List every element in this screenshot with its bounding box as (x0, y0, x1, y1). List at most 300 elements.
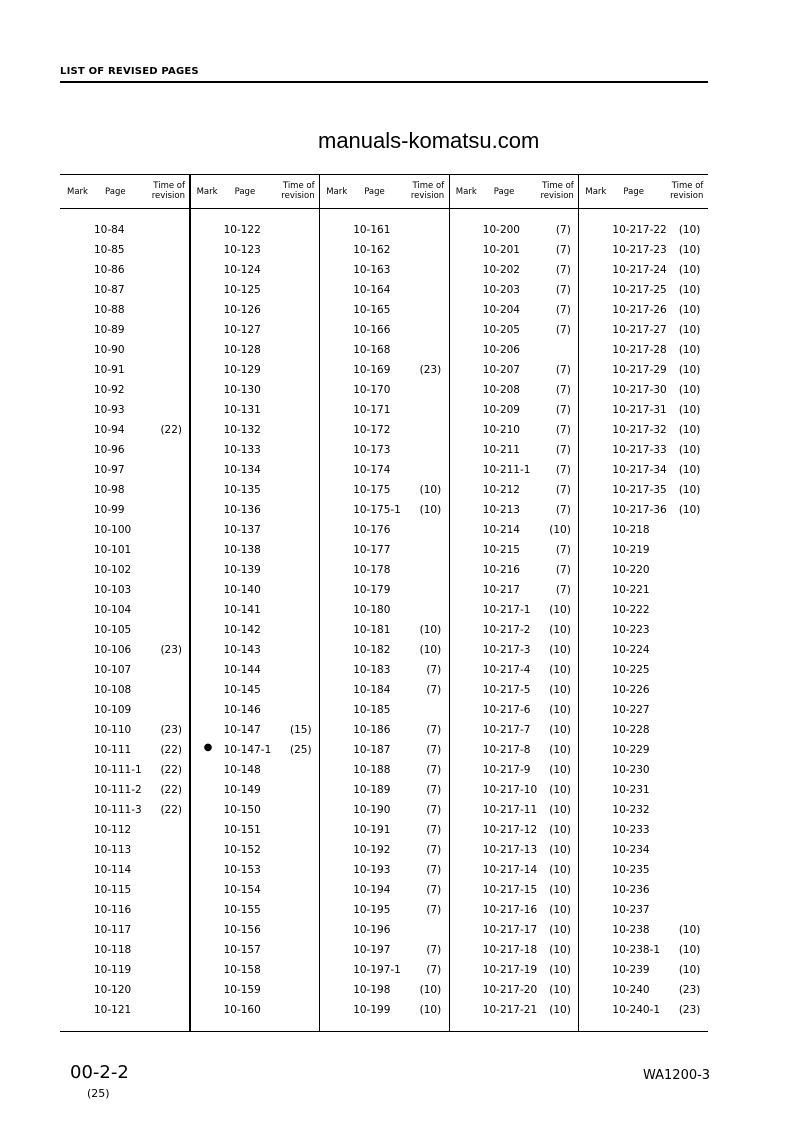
time-of-revision-cell: (10) (678, 284, 701, 296)
page-number-cell: 10-163 (353, 264, 391, 276)
time-of-revision-cell: (10) (549, 684, 571, 696)
table-row (319, 464, 448, 478)
page-number-cell: 10-162 (353, 244, 391, 256)
table-row (60, 804, 189, 818)
table-row (578, 964, 707, 978)
table-row (190, 784, 319, 798)
table-row (60, 664, 189, 678)
time-of-revision-cell: (10) (678, 444, 701, 456)
page-number-cell: 10-147 (223, 724, 261, 736)
page-number-cell: 10-110 (94, 724, 132, 736)
table-row (449, 624, 578, 638)
time-of-revision-cell: (7) (426, 804, 442, 816)
table-row (60, 644, 189, 658)
table-row (449, 664, 578, 678)
page-number-cell: 10-170 (353, 384, 391, 396)
page-number-cell: 10-216 (482, 564, 520, 576)
table-row (60, 944, 189, 958)
time-of-revision-cell: (10) (419, 504, 442, 516)
page-number-cell: 10-217 (482, 584, 520, 596)
page-number-cell: 10-217-8 (482, 744, 531, 756)
table-row (190, 244, 319, 258)
table-row (449, 284, 578, 298)
page-number-cell: 10-156 (223, 924, 261, 936)
table-row (449, 724, 578, 738)
table-row (578, 784, 707, 798)
time-of-revision-cell: (10) (678, 944, 701, 956)
table-row (449, 424, 578, 438)
page-number-cell: 10-198 (353, 984, 391, 996)
model-name: WA1200-3 (643, 1068, 711, 1083)
column-group (578, 175, 707, 1031)
page-number-cell: 10-130 (223, 384, 261, 396)
page-number-cell: 10-143 (223, 644, 261, 656)
page-number-cell: 10-218 (612, 524, 650, 536)
time-of-revision-cell: (7) (555, 544, 571, 556)
time-of-revision-cell: (7) (426, 844, 442, 856)
table-row (60, 584, 189, 598)
page-number-cell: 10-234 (612, 844, 650, 856)
page-number-cell: 10-97 (94, 464, 125, 476)
table-row (449, 224, 578, 238)
page-number-cell: 10-217-21 (482, 1004, 538, 1016)
page-number-cell: 10-134 (223, 464, 261, 476)
table-row (578, 304, 707, 318)
page-number-cell: 10-111 (94, 744, 132, 756)
time-of-revision-cell: (7) (426, 664, 442, 676)
time-of-revision-cell: (23) (160, 644, 182, 656)
table-row (319, 444, 448, 458)
page-number-cell: 10-214 (482, 524, 520, 536)
table-row (449, 604, 578, 618)
page-number-cell: 10-211 (482, 444, 520, 456)
page-number-cell: 10-108 (94, 684, 132, 696)
page-number: 00-2-2 (70, 1062, 129, 1083)
page-number-cell: 10-194 (353, 884, 391, 896)
page-number-cell: 10-217-1 (482, 604, 531, 616)
table-row (578, 524, 707, 538)
page-number-cell: 10-172 (353, 424, 391, 436)
table-row (190, 384, 319, 398)
table-row (190, 1004, 319, 1018)
table-row (449, 524, 578, 538)
table-row (319, 404, 448, 418)
page-number-cell: 10-187 (353, 744, 391, 756)
page-number-cell: 10-104 (94, 604, 132, 616)
table-row (60, 1004, 189, 1018)
table-row (578, 924, 707, 938)
page-number-cell: 10-151 (223, 824, 261, 836)
page-number-cell: 10-222 (612, 604, 650, 616)
page-number-cell: 10-177 (353, 544, 391, 556)
page-number-cell: 10-189 (353, 784, 391, 796)
table-row (578, 1004, 707, 1018)
header-page: Page (364, 187, 385, 197)
table-row (319, 604, 448, 618)
table-row (449, 404, 578, 418)
table-row (449, 364, 578, 378)
page-number-cell: 10-200 (482, 224, 520, 236)
table-row (319, 564, 448, 578)
table-row (449, 924, 578, 938)
page-number-cell: 10-146 (223, 704, 261, 716)
table-row (60, 984, 189, 998)
table-row (578, 804, 707, 818)
table-row (449, 744, 578, 758)
page-number-cell: 10-100 (94, 524, 132, 536)
page-number-cell: 10-173 (353, 444, 391, 456)
table-row (60, 324, 189, 338)
page-number-cell: 10-217-7 (482, 724, 531, 736)
time-of-revision-cell: (22) (160, 784, 182, 796)
page-number-cell: 10-217-24 (612, 264, 667, 276)
table-row (60, 864, 189, 878)
page-number-cell: 10-107 (94, 664, 132, 676)
page-number-cell: 10-192 (353, 844, 391, 856)
page-number-cell: 10-232 (612, 804, 650, 816)
page-revision: (25) (87, 1087, 110, 1100)
time-of-revision-cell: (23) (678, 984, 701, 996)
table-row (578, 364, 707, 378)
page-number-cell: 10-154 (223, 884, 261, 896)
time-of-revision-cell: (10) (549, 664, 571, 676)
table-row (319, 984, 448, 998)
time-of-revision-cell: (10) (549, 864, 571, 876)
page-number-cell: 10-179 (353, 584, 391, 596)
page-number-cell: 10-217-18 (482, 944, 538, 956)
table-row (578, 584, 707, 598)
table-row (190, 564, 319, 578)
time-of-revision-cell: (10) (549, 704, 571, 716)
page-number-cell: 10-126 (223, 304, 261, 316)
time-of-revision-cell: (22) (160, 424, 182, 436)
table-row (578, 884, 707, 898)
table-row (190, 324, 319, 338)
table-row (190, 924, 319, 938)
table-row (449, 844, 578, 858)
page-number-cell: 10-181 (353, 624, 391, 636)
page-number-cell: 10-171 (353, 404, 391, 416)
page-number-cell: 10-217-4 (482, 664, 531, 676)
page-number-cell: 10-111-2 (94, 784, 142, 796)
page-number-cell: 10-119 (94, 964, 132, 976)
header-time-of-revision (152, 181, 185, 201)
table-row (190, 964, 319, 978)
table-row (60, 364, 189, 378)
page-number-cell: 10-217-13 (482, 844, 538, 856)
table-row (578, 624, 707, 638)
time-of-revision-cell: (7) (555, 384, 571, 396)
page-number-cell: 10-142 (223, 624, 261, 636)
page-number-cell: 10-217-25 (612, 284, 667, 296)
table-row (190, 584, 319, 598)
table-row (190, 804, 319, 818)
table-row (319, 364, 448, 378)
table-row (578, 464, 707, 478)
table-row (449, 264, 578, 278)
time-of-revision-cell: (7) (426, 764, 442, 776)
table-row (449, 684, 578, 698)
table-row (578, 544, 707, 558)
table-row (60, 744, 189, 758)
table-row (60, 684, 189, 698)
table-row (319, 624, 448, 638)
page-number-cell: 10-217-3 (482, 644, 531, 656)
table-row (578, 644, 707, 658)
table-row (449, 444, 578, 458)
page-number-cell: 10-217-16 (482, 904, 538, 916)
page-number-cell: 10-88 (94, 304, 125, 316)
page-number-cell: 10-165 (353, 304, 391, 316)
table-row (190, 884, 319, 898)
time-of-revision-cell: (7) (555, 564, 571, 576)
header-mark: Mark (585, 187, 607, 197)
page-number-cell: 10-132 (223, 424, 261, 436)
header-time-line2: revision (281, 191, 315, 201)
page-number-cell: 10-114 (94, 864, 132, 876)
table-row (190, 684, 319, 698)
time-of-revision-cell: (7) (426, 884, 442, 896)
page-number-cell: 10-176 (353, 524, 391, 536)
table-row (578, 404, 707, 418)
table-row (60, 504, 189, 518)
page-number-cell: 10-124 (223, 264, 261, 276)
column-divider (319, 175, 320, 1031)
time-of-revision-cell: (10) (678, 924, 701, 936)
table-row (449, 904, 578, 918)
table-row (190, 944, 319, 958)
table-row (578, 944, 707, 958)
page-number-cell: 10-106 (94, 644, 132, 656)
time-of-revision-cell: (10) (678, 224, 701, 236)
page-number-cell: 10-131 (223, 404, 261, 416)
page-number-cell: 10-211-1 (482, 464, 531, 476)
table-row (578, 904, 707, 918)
time-of-revision-cell: (7) (555, 264, 571, 276)
table-row (60, 724, 189, 738)
page-number-cell: 10-101 (94, 544, 132, 556)
table-row (319, 944, 448, 958)
table-row (319, 884, 448, 898)
page-number-cell: 10-210 (482, 424, 520, 436)
time-of-revision-cell: (10) (419, 624, 442, 636)
page-number-cell: 10-174 (353, 464, 391, 476)
page-number-cell: 10-86 (94, 264, 125, 276)
header-page: Page (623, 187, 644, 197)
page-number-cell: 10-157 (223, 944, 261, 956)
header-time-line1: Time of (671, 181, 704, 191)
header-time-line2: revision (670, 191, 704, 201)
time-of-revision-cell: (10) (549, 984, 571, 996)
header-time-line2: revision (410, 191, 445, 201)
time-of-revision-cell: (10) (419, 984, 442, 996)
page-number-cell: 10-148 (223, 764, 261, 776)
table-row (578, 344, 707, 358)
time-of-revision-cell: (10) (678, 324, 701, 336)
header-time-of-revision (281, 181, 314, 201)
time-of-revision-cell: (7) (555, 424, 571, 436)
page-number-cell: 10-217-34 (612, 464, 667, 476)
column-divider (449, 175, 450, 1031)
table-row (319, 344, 448, 358)
table-row (60, 304, 189, 318)
page-number-cell: 10-236 (612, 884, 650, 896)
page-number-cell: 10-96 (94, 444, 125, 456)
header-page: Page (493, 187, 515, 197)
page-number-cell: 10-207 (482, 364, 520, 376)
page-number-cell: 10-137 (223, 524, 261, 536)
time-of-revision-cell: (7) (426, 784, 442, 796)
page-number-cell: 10-209 (482, 404, 520, 416)
table-row (319, 644, 448, 658)
table-row (60, 424, 189, 438)
table-row (578, 604, 707, 618)
table-row (60, 844, 189, 858)
page-number-cell: 10-226 (612, 684, 650, 696)
time-of-revision-cell: (10) (419, 484, 442, 496)
time-of-revision-cell: (7) (426, 724, 442, 736)
page-number-cell: 10-105 (94, 624, 132, 636)
page-number-cell: 10-217-26 (612, 304, 667, 316)
time-of-revision-cell: (7) (555, 464, 571, 476)
table-row (190, 264, 319, 278)
table-row (60, 224, 189, 238)
table-row (190, 464, 319, 478)
section-title: LIST OF REVISED PAGES (60, 66, 199, 77)
page-number-cell: 10-99 (94, 504, 125, 516)
table-row (449, 824, 578, 838)
time-of-revision-cell: (7) (555, 504, 571, 516)
page-number-cell: 10-84 (94, 224, 125, 236)
table-row (60, 344, 189, 358)
page-number-cell: 10-103 (94, 584, 132, 596)
table-row (60, 484, 189, 498)
table-row (449, 344, 578, 358)
table-row (578, 244, 707, 258)
table-row (449, 1004, 578, 1018)
page-number-cell: 10-125 (223, 284, 261, 296)
table-row (319, 764, 448, 778)
header-page: Page (105, 187, 126, 197)
page-number-cell: 10-221 (612, 584, 650, 596)
table-row (578, 284, 707, 298)
table-row (319, 284, 448, 298)
table-row (319, 904, 448, 918)
table-row (190, 824, 319, 838)
page-number-cell: 10-197 (353, 944, 391, 956)
time-of-revision-cell: (7) (555, 284, 571, 296)
table-row (190, 844, 319, 858)
table-row (319, 924, 448, 938)
table-row (319, 784, 448, 798)
table-row (578, 384, 707, 398)
page-number-cell: 10-190 (353, 804, 391, 816)
page-number-cell: 10-217-31 (612, 404, 667, 416)
page-number-cell: 10-217-12 (482, 824, 538, 836)
page-number-cell: 10-144 (223, 664, 261, 676)
table-row (60, 404, 189, 418)
table-row (449, 484, 578, 498)
time-of-revision-cell: (10) (678, 464, 701, 476)
time-of-revision-cell: (7) (555, 364, 571, 376)
table-row (60, 384, 189, 398)
page-number-cell: 10-203 (482, 284, 520, 296)
page-number-cell: 10-217-30 (612, 384, 667, 396)
page-number-cell: 10-206 (482, 344, 520, 356)
time-of-revision-cell: (7) (555, 484, 571, 496)
page-number-cell: 10-217-15 (482, 884, 538, 896)
time-of-revision-cell: (10) (549, 964, 571, 976)
time-of-revision-cell: (10) (678, 424, 701, 436)
page-number-cell: 10-217-35 (612, 484, 667, 496)
table-row (60, 764, 189, 778)
table-row (578, 484, 707, 498)
table-row (578, 684, 707, 698)
page-number-cell: 10-158 (223, 964, 261, 976)
time-of-revision-cell: (7) (426, 744, 442, 756)
page-number-cell: 10-196 (353, 924, 391, 936)
table-row (449, 544, 578, 558)
page-number-cell: 10-117 (94, 924, 132, 936)
table-row (60, 284, 189, 298)
page-number-cell: 10-215 (482, 544, 520, 556)
page-number-cell: 10-227 (612, 704, 650, 716)
table-row (449, 804, 578, 818)
table-row (449, 464, 578, 478)
page-number-cell: 10-150 (223, 804, 261, 816)
table-row (60, 964, 189, 978)
table-row (319, 264, 448, 278)
page-number-cell: 10-217-19 (482, 964, 538, 976)
table-row (449, 704, 578, 718)
time-of-revision-cell: (10) (549, 784, 571, 796)
header-page: Page (234, 187, 256, 197)
table-row (190, 444, 319, 458)
table-row (578, 424, 707, 438)
time-of-revision-cell: (7) (426, 904, 442, 916)
page-number-cell: 10-87 (94, 284, 125, 296)
page-number-cell: 10-225 (612, 664, 650, 676)
table-row (319, 964, 448, 978)
page-number-cell: 10-217-9 (482, 764, 531, 776)
page-number-cell: 10-205 (482, 324, 520, 336)
page-number-cell: 10-238 (612, 924, 650, 936)
page-number-cell: 10-213 (482, 504, 520, 516)
time-of-revision-cell: (10) (549, 624, 571, 636)
page-number-cell: 10-180 (353, 604, 391, 616)
table-row (578, 724, 707, 738)
page-number-cell: 10-85 (94, 244, 125, 256)
time-of-revision-cell: (7) (426, 864, 442, 876)
page-number-cell: 10-217-11 (482, 804, 538, 816)
page-number-cell: 10-238-1 (612, 944, 661, 956)
page-number-cell: 10-193 (353, 864, 391, 876)
time-of-revision-cell: (23) (160, 724, 182, 736)
table-row (190, 744, 319, 758)
time-of-revision-cell: (10) (678, 304, 701, 316)
table-row (190, 544, 319, 558)
time-of-revision-cell: (10) (419, 644, 442, 656)
page-number-cell: 10-237 (612, 904, 650, 916)
page-number-cell: 10-230 (612, 764, 650, 776)
table-row (60, 524, 189, 538)
header-time-of-revision (540, 181, 573, 201)
time-of-revision-cell: (10) (678, 244, 701, 256)
page-number-cell: 10-217-27 (612, 324, 667, 336)
table-row (190, 424, 319, 438)
page-number-cell: 10-217-14 (482, 864, 538, 876)
table-row (190, 764, 319, 778)
